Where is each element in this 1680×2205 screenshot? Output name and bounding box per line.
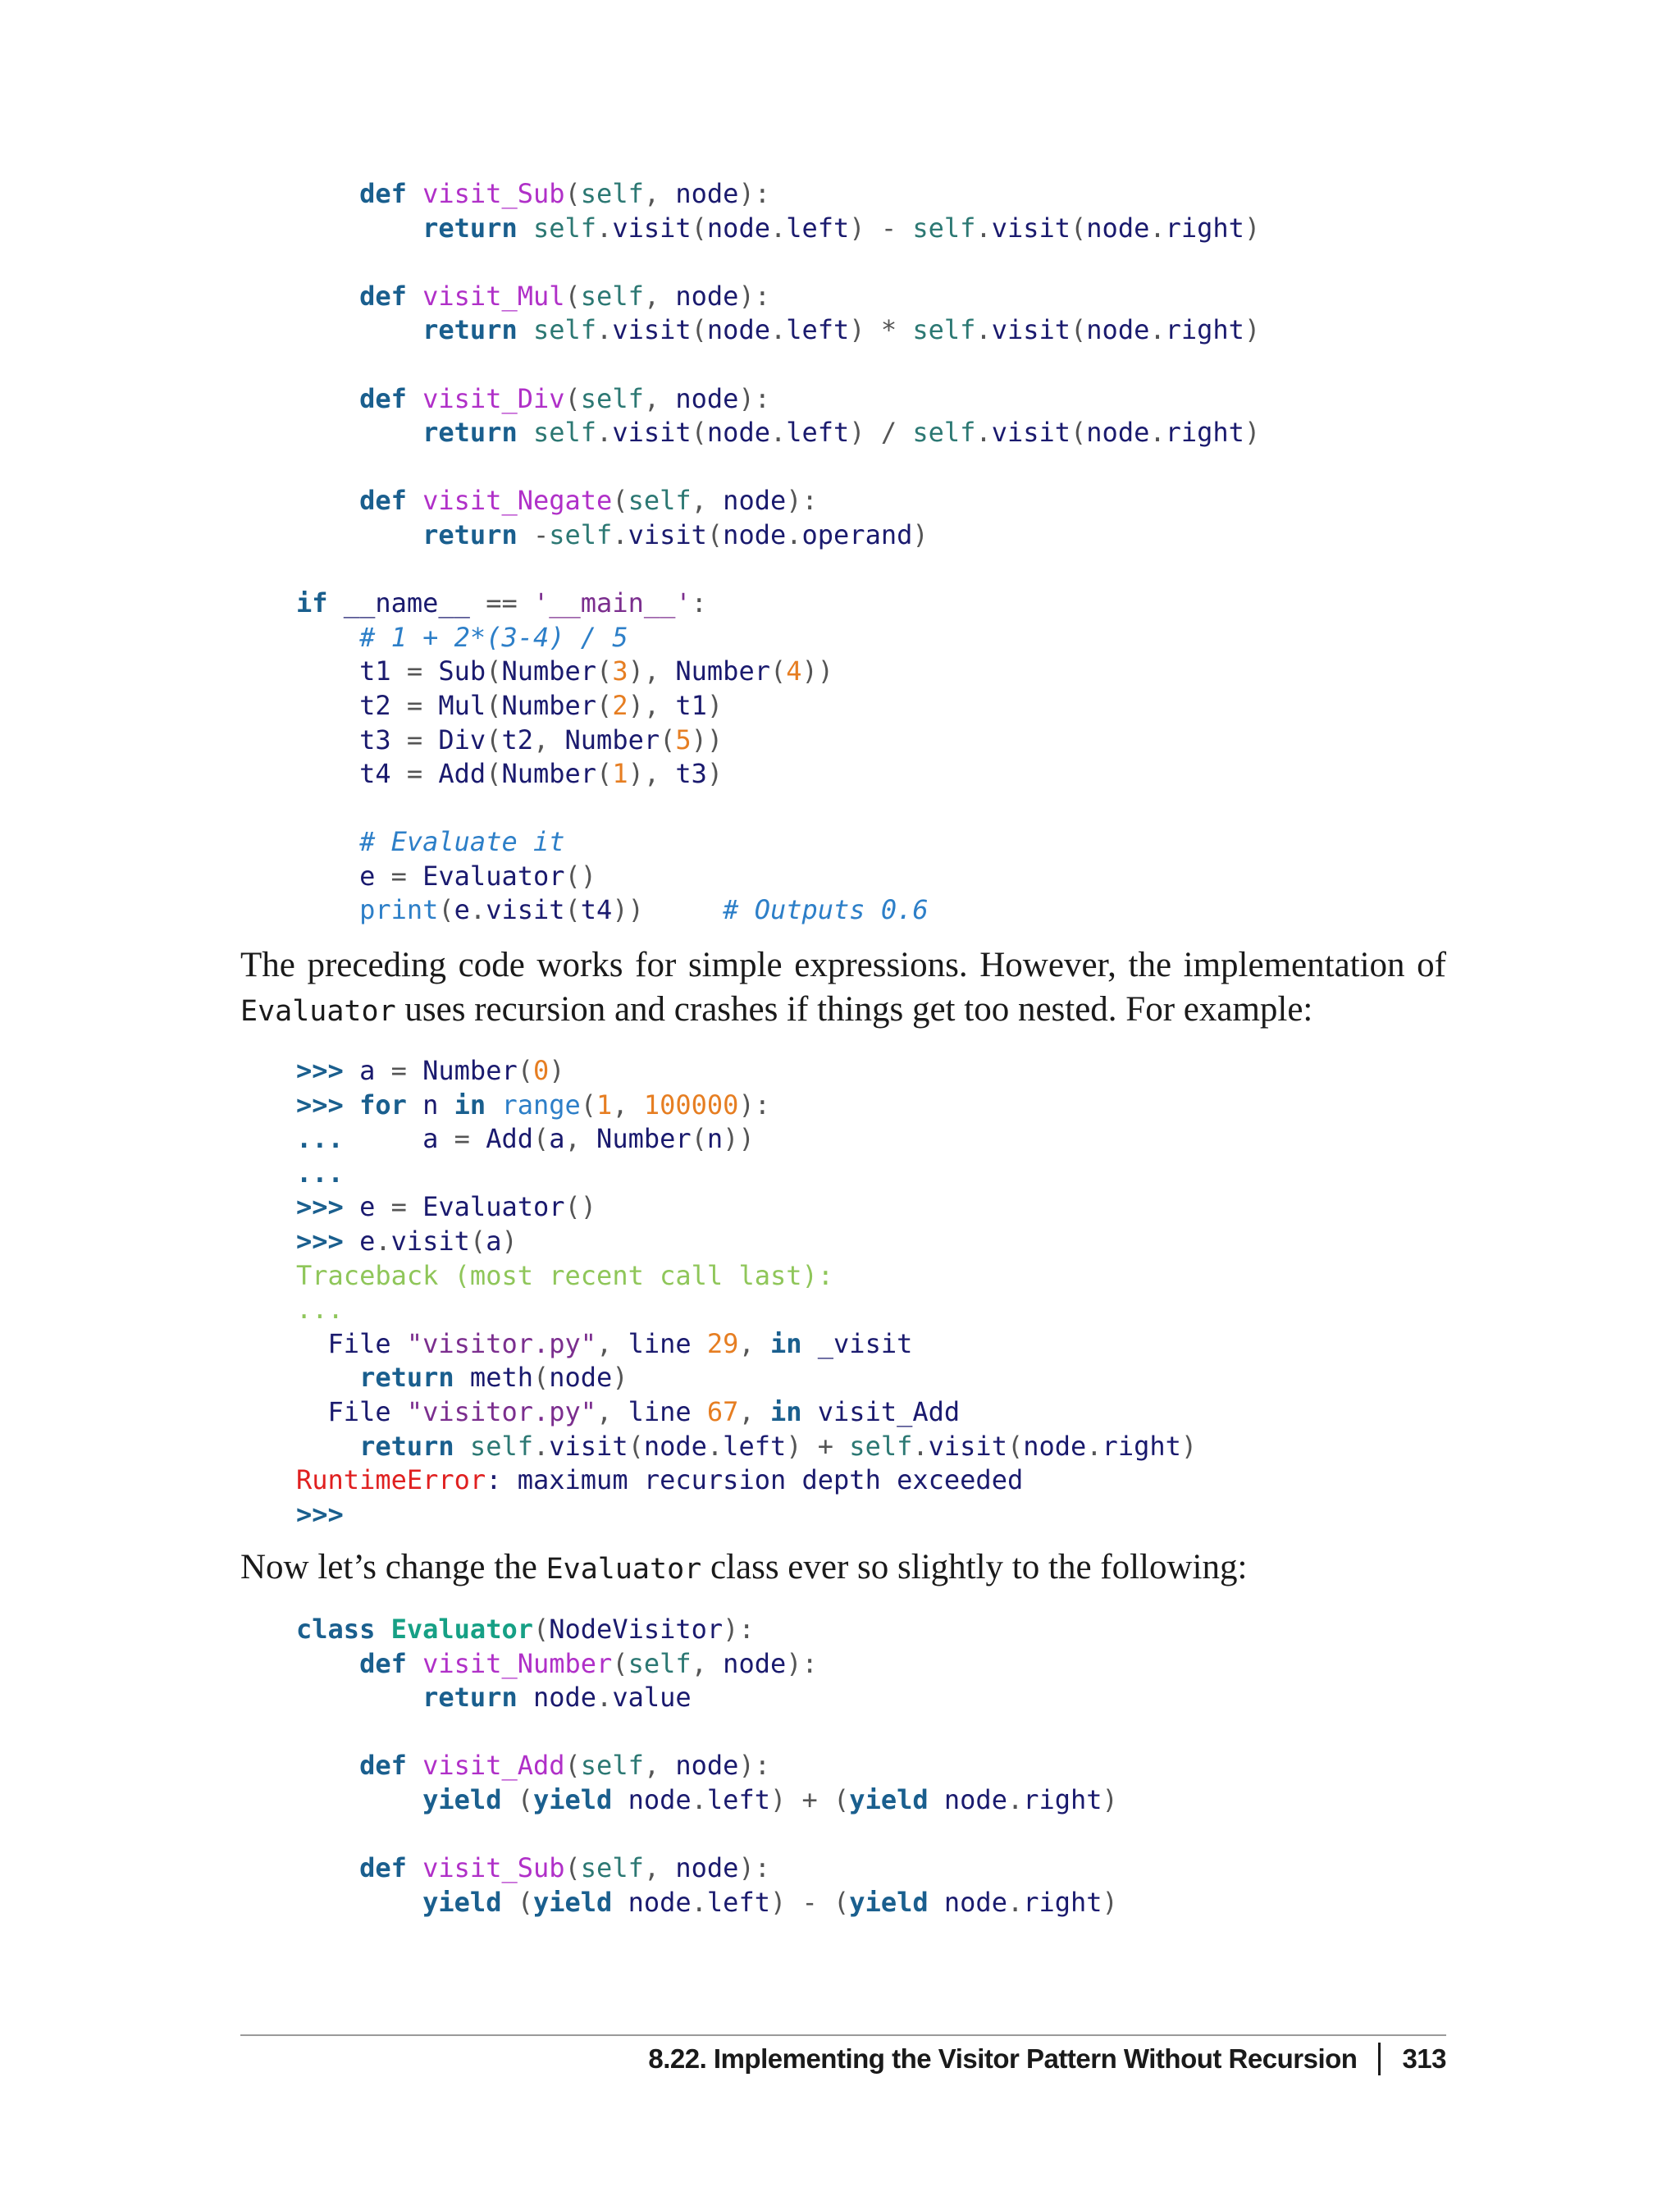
code-line: def visit_Negate(self, node): bbox=[359, 485, 818, 517]
code-line: def visit_Mul(self, node): bbox=[359, 280, 770, 312]
code-line: yield (yield node.left) + (yield node.right) bbox=[422, 1783, 1118, 1815]
code-line: >>> a = Number(0) bbox=[296, 1055, 565, 1086]
code-line: return node.value bbox=[422, 1682, 692, 1714]
code-block-visitor-methods bbox=[296, 177, 1260, 928]
code-line: >>> e = Evaluator() bbox=[296, 1191, 597, 1223]
code-line: def visit_Sub(self, node): bbox=[359, 1852, 770, 1884]
code-line: def visit_Add(self, node): bbox=[359, 1750, 770, 1782]
code-line: def visit_Number(self, node): bbox=[359, 1647, 818, 1679]
code-line: e = Evaluator() bbox=[296, 860, 597, 892]
code-line bbox=[296, 450, 1260, 485]
code-line: t2 = Mul(Number(2), t1) bbox=[296, 689, 724, 721]
code-line: Traceback (most recent call last): bbox=[296, 1259, 834, 1291]
paragraph-evaluator-change bbox=[240, 1545, 1446, 1591]
code-line: class Evaluator(NodeVisitor): bbox=[296, 1614, 755, 1645]
code-line: print(e.visit(t4)) # Outputs 0.6 bbox=[359, 894, 929, 926]
paragraph-recursion-warning bbox=[240, 943, 1446, 1034]
code-line: ... a = Add(a, Number(n)) bbox=[296, 1123, 755, 1155]
code-line: def visit_Sub(self, node): bbox=[359, 178, 770, 209]
code-line: # 1 + 2*(3-4) / 5 bbox=[359, 621, 628, 653]
inline-code: Evaluator bbox=[240, 995, 396, 1028]
code-line: ... bbox=[296, 1157, 344, 1189]
code-line bbox=[296, 553, 1260, 587]
code-line: t1 = Sub(Number(3), Number(4)) bbox=[296, 655, 834, 687]
code-line: def visit_Div(self, node): bbox=[359, 382, 770, 414]
code-line: # Evaluate it bbox=[359, 826, 565, 858]
page-footer bbox=[648, 2043, 1446, 2075]
code-line: return self.visit(node.left) + self.visit(node.right) bbox=[359, 1430, 1198, 1462]
paragraph-text: The preceding code works for simple expressions. However, the implementation of bbox=[240, 946, 1446, 984]
page-number: 313 bbox=[1402, 2043, 1446, 2074]
code-block-recursion-example bbox=[296, 1054, 1197, 1532]
code-line: >>> e.visit(a) bbox=[296, 1225, 518, 1257]
code-line bbox=[296, 792, 1260, 826]
code-line: yield (yield node.left) - (yield node.right) bbox=[422, 1886, 1118, 1918]
inline-code: Evaluator bbox=[546, 1553, 702, 1586]
section-title: 8.22. Implementing the Visitor Pattern Without Recursion bbox=[648, 2043, 1358, 2074]
code-line: return self.visit(node.left) * self.visit(node.right) bbox=[422, 314, 1261, 346]
code-line bbox=[296, 245, 1260, 280]
code-line: return meth(node) bbox=[359, 1362, 628, 1394]
code-line bbox=[296, 1818, 1118, 1852]
code-line bbox=[296, 348, 1260, 382]
code-line: if __name__ == '__main__': bbox=[296, 587, 707, 619]
code-line: ... bbox=[296, 1294, 344, 1326]
code-line: RuntimeError: maximum recursion depth exceeded bbox=[296, 1464, 1024, 1496]
paragraph-text: Now let’s change the bbox=[240, 1548, 546, 1586]
code-line: File "visitor.py", line 29, in _visit bbox=[296, 1327, 913, 1359]
code-block-generator-evaluator bbox=[296, 1613, 1118, 1920]
code-line: t3 = Div(t2, Number(5)) bbox=[296, 724, 724, 756]
footer-divider bbox=[240, 2034, 1446, 2036]
code-line: return -self.visit(node.operand) bbox=[422, 518, 929, 550]
footer-separator bbox=[1378, 2043, 1381, 2075]
code-line: return self.visit(node.left) - self.visit(node.right) bbox=[422, 212, 1261, 244]
code-line: >>> bbox=[296, 1498, 344, 1530]
code-line: >>> for n in range(1, 100000): bbox=[296, 1089, 770, 1121]
code-line bbox=[296, 1715, 1118, 1750]
code-line: File "visitor.py", line 67, in visit_Add bbox=[296, 1395, 961, 1427]
paragraph-text: class ever so slightly to the following: bbox=[701, 1548, 1248, 1586]
code-line: t4 = Add(Number(1), t3) bbox=[296, 758, 724, 790]
paragraph-text: uses recursion and crashes if things get too nested. For example: bbox=[395, 990, 1313, 1029]
code-line: return self.visit(node.left) / self.visit(node.right) bbox=[422, 417, 1261, 449]
